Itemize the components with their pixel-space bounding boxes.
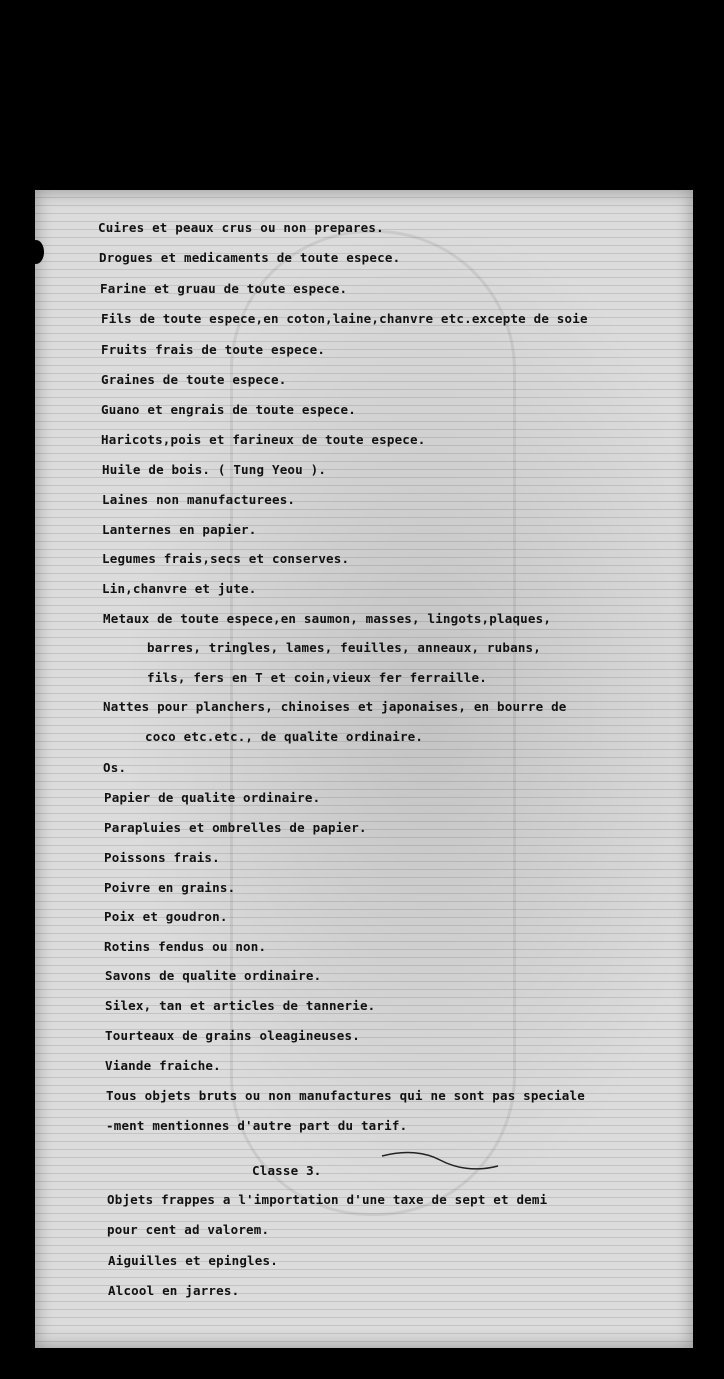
text-line: Tourteaux de grains oleagineuses.: [105, 1028, 360, 1043]
text-line: Fils de toute espece,en coton,laine,chanvre etc.excepte de soie: [101, 311, 588, 326]
text-line: Huile de bois. ( Tung Yeou ).: [102, 462, 327, 477]
text-line: Metaux de toute espece,en saumon, masses, lingots,plaques,: [103, 611, 552, 626]
text-line: -ment mentionnes d'autre part du tarif.: [106, 1118, 408, 1133]
text-line: Savons de qualite ordinaire.: [105, 968, 322, 983]
text-line: Graines de toute espece.: [101, 372, 287, 387]
text-line: Alcool en jarres.: [108, 1283, 240, 1298]
text-line: Drogues et medicaments de toute espece.: [99, 250, 401, 265]
text-line: barres, tringles, lames, feuilles, anneaux, rubans,: [147, 640, 542, 655]
text-line: coco etc.etc., de qualite ordinaire.: [145, 729, 424, 744]
text-line: Silex, tan et articles de tannerie.: [105, 998, 376, 1013]
text-line: Parapluies et ombrelles de papier.: [104, 820, 367, 835]
section-heading: Classe 3.: [252, 1163, 322, 1178]
text-line: Viande fraiche.: [105, 1058, 221, 1073]
text-line: Poix et goudron.: [104, 909, 228, 924]
text-line: Lin,chanvre et jute.: [102, 581, 257, 596]
text-line: Aiguilles et epingles.: [108, 1253, 278, 1268]
text-line: Fruits frais de toute espece.: [101, 342, 326, 357]
text-line: Cuires et peaux crus ou non prepares.: [98, 220, 384, 235]
text-line: Laines non manufacturees.: [102, 492, 296, 507]
text-line: Tous objets bruts ou non manufactures qui ne sont pas speciale: [106, 1088, 585, 1103]
text-line: Guano et engrais de toute espece.: [101, 402, 356, 417]
text-line: pour cent ad valorem.: [107, 1222, 270, 1237]
pen-scribble: [380, 1148, 500, 1178]
text-line: Nattes pour planchers, chinoises et japonaises, en bourre de: [103, 699, 567, 714]
text-line: Os.: [103, 760, 127, 775]
text-line: Legumes frais,secs et conserves.: [102, 551, 350, 566]
text-line: Farine et gruau de toute espece.: [100, 281, 348, 296]
text-line: Papier de qualite ordinaire.: [104, 790, 321, 805]
text-line: Lanternes en papier.: [102, 522, 257, 537]
text-line: Poissons frais.: [104, 850, 220, 865]
text-line: Haricots,pois et farineux de toute espece.: [101, 432, 426, 447]
text-line: Poivre en grains.: [104, 880, 236, 895]
text-line: Rotins fendus ou non.: [104, 939, 267, 954]
text-line: fils, fers en T et coin,vieux fer ferraille.: [147, 670, 487, 685]
text-line: Objets frappes a l'importation d'une taxe de sept et demi: [107, 1192, 548, 1207]
